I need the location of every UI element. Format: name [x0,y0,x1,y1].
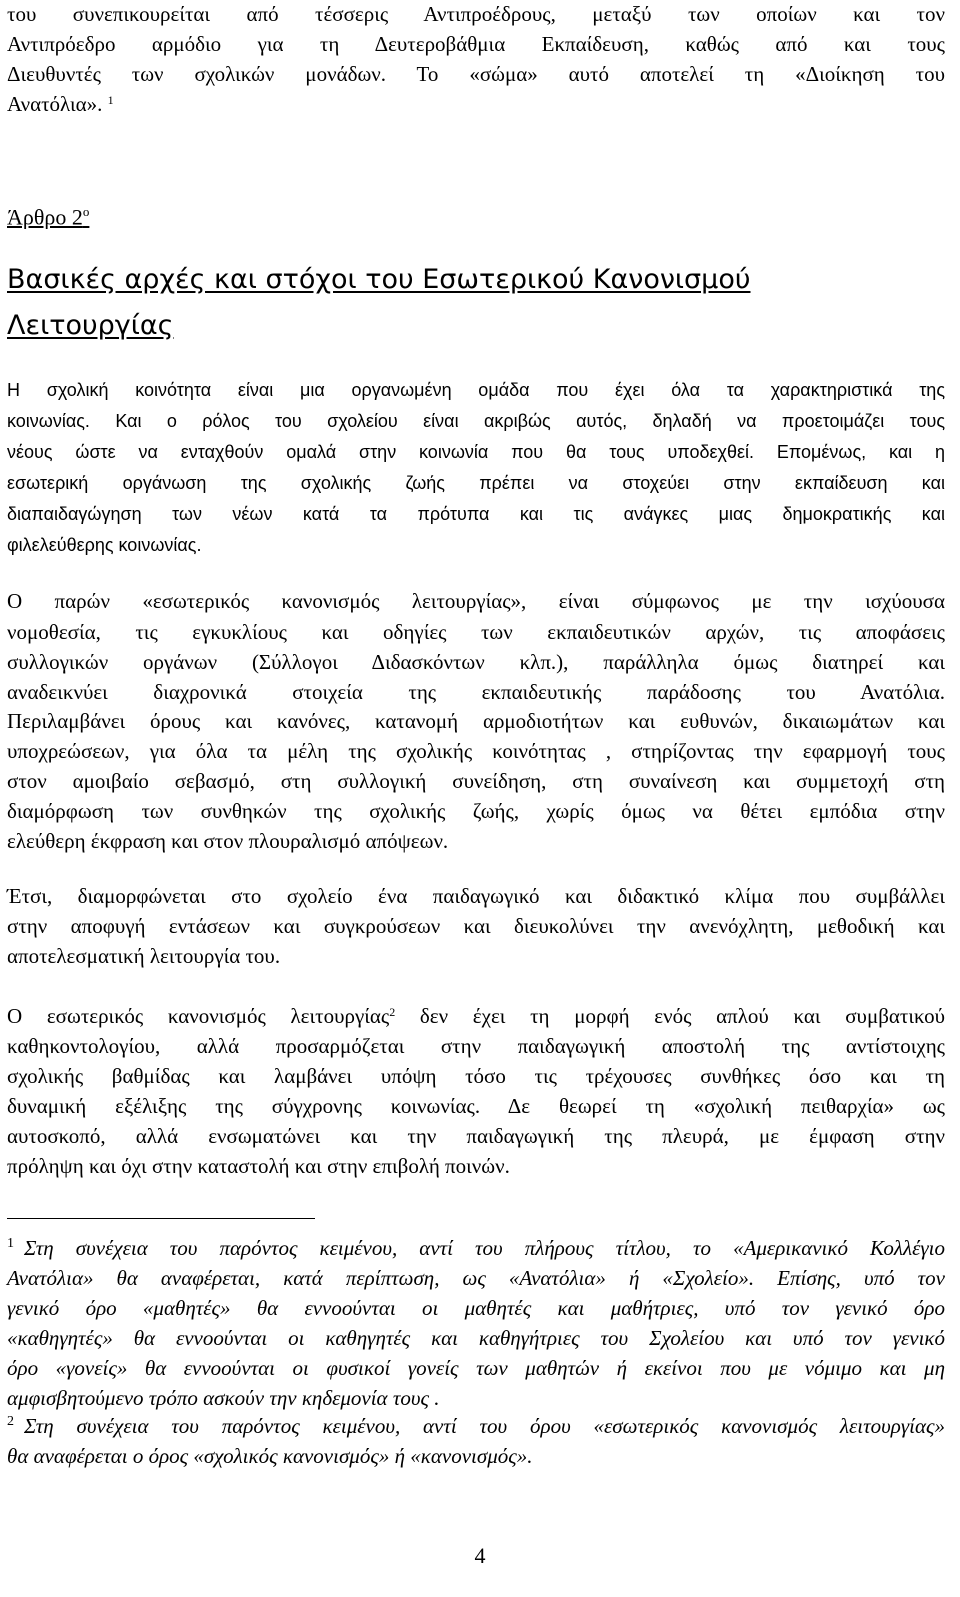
footnote-ref-2: 2 [389,1004,396,1019]
intro-line [7,92,945,117]
para2-line: αναδεικνύει διαχρονικά στοιχεία της εκπαιδευτικής παράδοσης του Ανατόλια. [7,680,945,704]
footnote-1-line: «καθηγητές» θα εννοούνται οι καθηγητές και καθηγήτριες του Σχολείου και υπό τον γενικό [7,1326,945,1350]
footnote-ref-1: 1 [107,92,114,107]
para1-line: φιλελεύθερης κοινωνίας. [7,535,202,555]
para4-line: δυναμική εξέλιξης της σύγχρονης κοινωνίας. Δε θεωρεί τη «σχολική πειθαρχία» ως [7,1094,945,1118]
footnote-1-number: 1 [7,1236,14,1251]
para1-line: νέους ώστε να ενταχθούν ομαλά στην κοινωνία που θα τους υποδεχθεί. Επομένως, και η [7,442,945,462]
footnote-1-line: αμφισβητούμενο τρόπο ασκούν την κηδεμονία τους . [7,1386,440,1410]
page-number: 4 [474,1543,486,1568]
section-heading-line-2: Λειτουργίας [7,310,174,341]
para2-line: Περιλαμβάνει όρους και κανόνες, κατανομή αρμοδιοτήτων και ευθυνών, δικαιωμάτων και [7,709,945,733]
para4-line: καθηκοντολογίου, αλλά προσαρμόζεται στην παιδαγωγική αποστολή της αντίστοιχης [7,1034,945,1058]
footnote-2-text: Στη συνέχεια του παρόντος κειμένου, αντί του όρου «εσωτερικός κανονισμός λειτουργίας» [24,1414,945,1438]
para4-line: πρόληψη και όχι στην καταστολή και στην επιβολή ποινών. [7,1154,510,1178]
para2-line: συλλογικών οργάνων (Σύλλογοι Διδασκόντων κλπ.), παράλληλα όμως διατηρεί και [7,650,945,674]
intro-last: Ανατόλια». [7,92,103,116]
footnote-1-line: Ανατόλια» θα αναφέρεται, κατά περίπτωση, ως «Ανατόλια» ή «Σχολείο». Επίσης, υπό τον [7,1266,945,1290]
para1-line: Η σχολική κοινότητα είναι μια οργανωμένη ομάδα που έχει όλα τα χαρακτηριστικά της [7,380,945,400]
para4-line: αυτοσκοπό, αλλά ενσωματώνει και την παιδαγωγική της πλευρά, με έμφαση στην [7,1124,945,1148]
para4-text-b: δεν έχει τη μορφή ενός απλού και συμβατικού [395,1004,945,1028]
intro-line: Αντιπρόεδρο αρμόδιο για τη Δευτεροβάθμια Εκπαίδευση, καθώς από και τους [7,32,945,56]
footnote-separator [7,1218,315,1219]
footnote-2-number: 2 [7,1414,14,1429]
intro-line: Διευθυντές των σχολικών μονάδων. Το «σώμα» αυτό αποτελεί τη «Διοίκηση του [7,62,945,86]
footnote-1-line [7,1236,945,1261]
para3-line: αποτελεσματική λειτουργία του. [7,944,281,968]
article-title-sup: ο [82,204,90,219]
para3-line: Έτσι, διαμορφώνεται στο σχολείο ένα παιδαγωγικό και διδακτικό κλίμα που συμβάλλει [7,884,945,908]
para2-line: στον αμοιβαίο σεβασμό, στη συλλογική συνείδηση, στη συναίνεση και συμμετοχή στη [7,769,945,793]
section-heading-line-1: Βασικές αρχές και στόχοι του Εσωτερικού Κανονισμού [7,264,751,295]
article-title-text: Άρθρο 2 [7,204,83,230]
footnote-1-line: γενικό όρο «μαθητές» θα εννοούνται οι μαθητές και μαθήτριες, υπό τον γενικό όρο [7,1296,945,1320]
footnote-2-line: θα αναφέρεται ο όρος «σχολικός κανονισμός» ή «κανονισμός». [7,1444,533,1468]
para1-line: κοινωνίας. Και ο ρόλος του σχολείου είναι ακριβώς αυτός, δηλαδή να προετοιμάζει τους [7,411,945,431]
para2-line: υποχρεώσεων, για όλα τα μέλη της σχολικής κοινότητας , στηρίζοντας την εφαρμογή τους [7,739,945,763]
para1-line: εσωτερική οργάνωση της σχολικής ζωής πρέπει να στοχεύει στην εκπαίδευση και [7,473,945,493]
footnote-1-text: Στη συνέχεια του παρόντος κειμένου, αντί του πλήρους τίτλου, το «Αμερικανικό Κολλέγιο [24,1236,945,1260]
para2-line: Ο παρών «εσωτερικός κανονισμός λειτουργίας», είναι σύμφωνος με την ισχύουσα [7,589,945,613]
para2-line: ελεύθερη έκφραση και στον πλουραλισμό απόψεων. [7,829,449,853]
para4-line [7,1004,945,1029]
para2-line: διαμόρφωση των συνθηκών της σχολικής ζωής, χωρίς όμως να θέτει εμπόδια στην [7,799,945,823]
para4-line: σχολικής βαθμίδας και λαμβάνει υπόψη τόσο τις τρέχουσες συνθήκες όσο και τη [7,1064,945,1088]
footnote-2-line [7,1414,945,1439]
footnote-1-line: όρο «γονείς» θα εννοούνται οι φυσικοί γονείς των μαθητών ή εκείνοι που με νόμιμο και μη [7,1356,945,1380]
intro-line: του συνεπικουρείται από τέσσερις Αντιπροέδρους, μεταξύ των οποίων και τον [7,2,945,26]
para4-text-a: Ο εσωτερικός κανονισμός λειτουργίας [7,1004,390,1028]
para1-line: διαπαιδαγώγηση των νέων κατά τα πρότυπα και τις ανάγκες μιας δημοκρατικής και [7,504,945,524]
article-title [7,204,89,230]
para2-line: νομοθεσία, τις εγκυκλίους και οδηγίες των εκπαιδευτικών αρχών, τις αποφάσεις [7,620,945,644]
para3-line: στην αποφυγή εντάσεων και συγκρούσεων και διευκολύνει την ανενόχλητη, μεθοδική και [7,914,945,938]
